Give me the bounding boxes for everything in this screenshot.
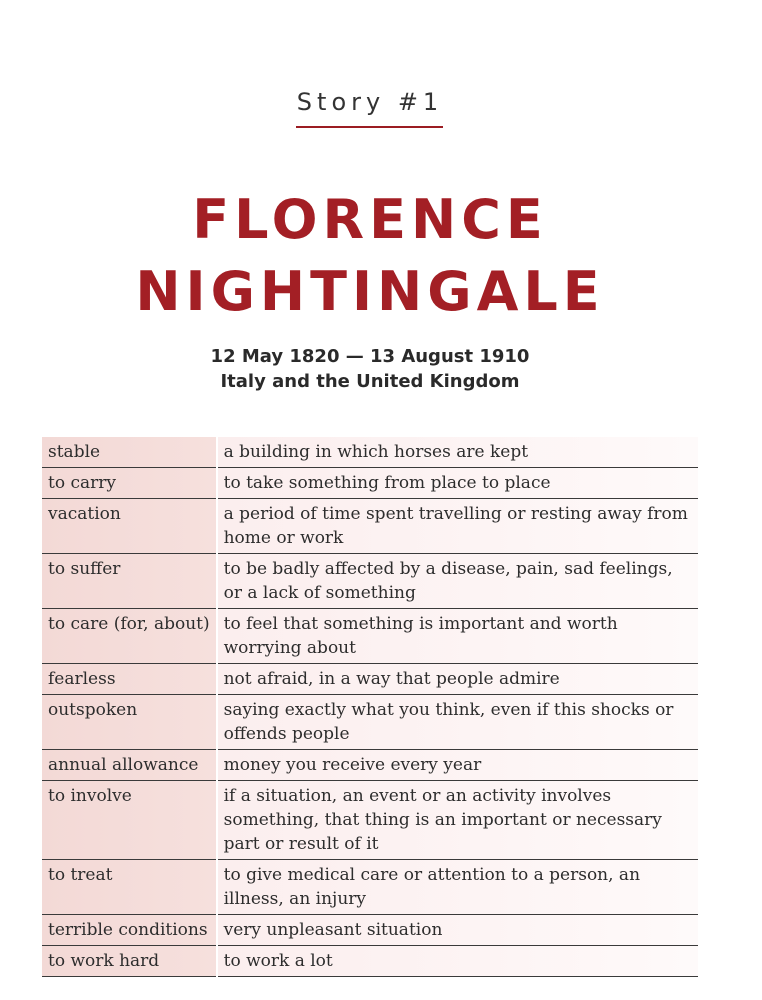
vocabulary-table [42,437,698,977]
table-row [42,437,698,468]
story-label-underline [296,126,443,128]
table-row [42,915,698,946]
table-row [42,860,698,915]
table-row [42,695,698,750]
table-row [42,609,698,664]
table-row [42,499,698,554]
table-row [42,468,698,499]
vocab-definition: saying exactly what you think, even if this shocks or offends people [217,695,698,750]
vocab-definition: money you receive every year [217,750,698,781]
vocab-term: to work hard [42,946,217,977]
vocab-definition: a building in which horses are kept [217,437,698,468]
page-title-line-2: NIGHTINGALE [135,260,605,323]
table-row [42,946,698,977]
table-row [42,781,698,860]
vocab-definition: a period of time spent travelling or resting away from home or work [217,499,698,554]
vocab-term: fearless [42,664,217,695]
vocab-term: annual allowance [42,750,217,781]
vocab-definition: to work a lot [217,946,698,977]
vocab-term: to treat [42,860,217,915]
vocab-term: to carry [42,468,217,499]
vocab-term: vacation [42,499,217,554]
vocab-definition: to give medical care or attention to a person, an illness, an injury [217,860,698,915]
life-dates: 12 May 1820 — 13 August 1910 [210,346,530,367]
vocab-definition: to feel that something is important and worth worrying about [217,609,698,664]
vocab-term: terrible conditions [42,915,217,946]
vocab-term: outspoken [42,695,217,750]
countries: Italy and the United Kingdom [220,371,520,392]
vocab-term: to care (for, about) [42,609,217,664]
vocab-term: stable [42,437,217,468]
vocab-definition: not afraid, in a way that people admire [217,664,698,695]
table-row [42,750,698,781]
vocab-term: to suffer [42,554,217,609]
vocab-definition: to be badly affected by a disease, pain, sad feelings, or a lack of something [217,554,698,609]
vocab-definition: if a situation, an event or an activity involves something, that thing is an important or necessary part or result of it [217,781,698,860]
story-label: Story #1 [296,88,444,116]
vocab-definition: to take something from place to place [217,468,698,499]
page-title-line-1: FLORENCE [192,188,548,251]
vocab-definition: very unpleasant situation [217,915,698,946]
vocab-term: to involve [42,781,217,860]
table-row [42,554,698,609]
table-row [42,664,698,695]
